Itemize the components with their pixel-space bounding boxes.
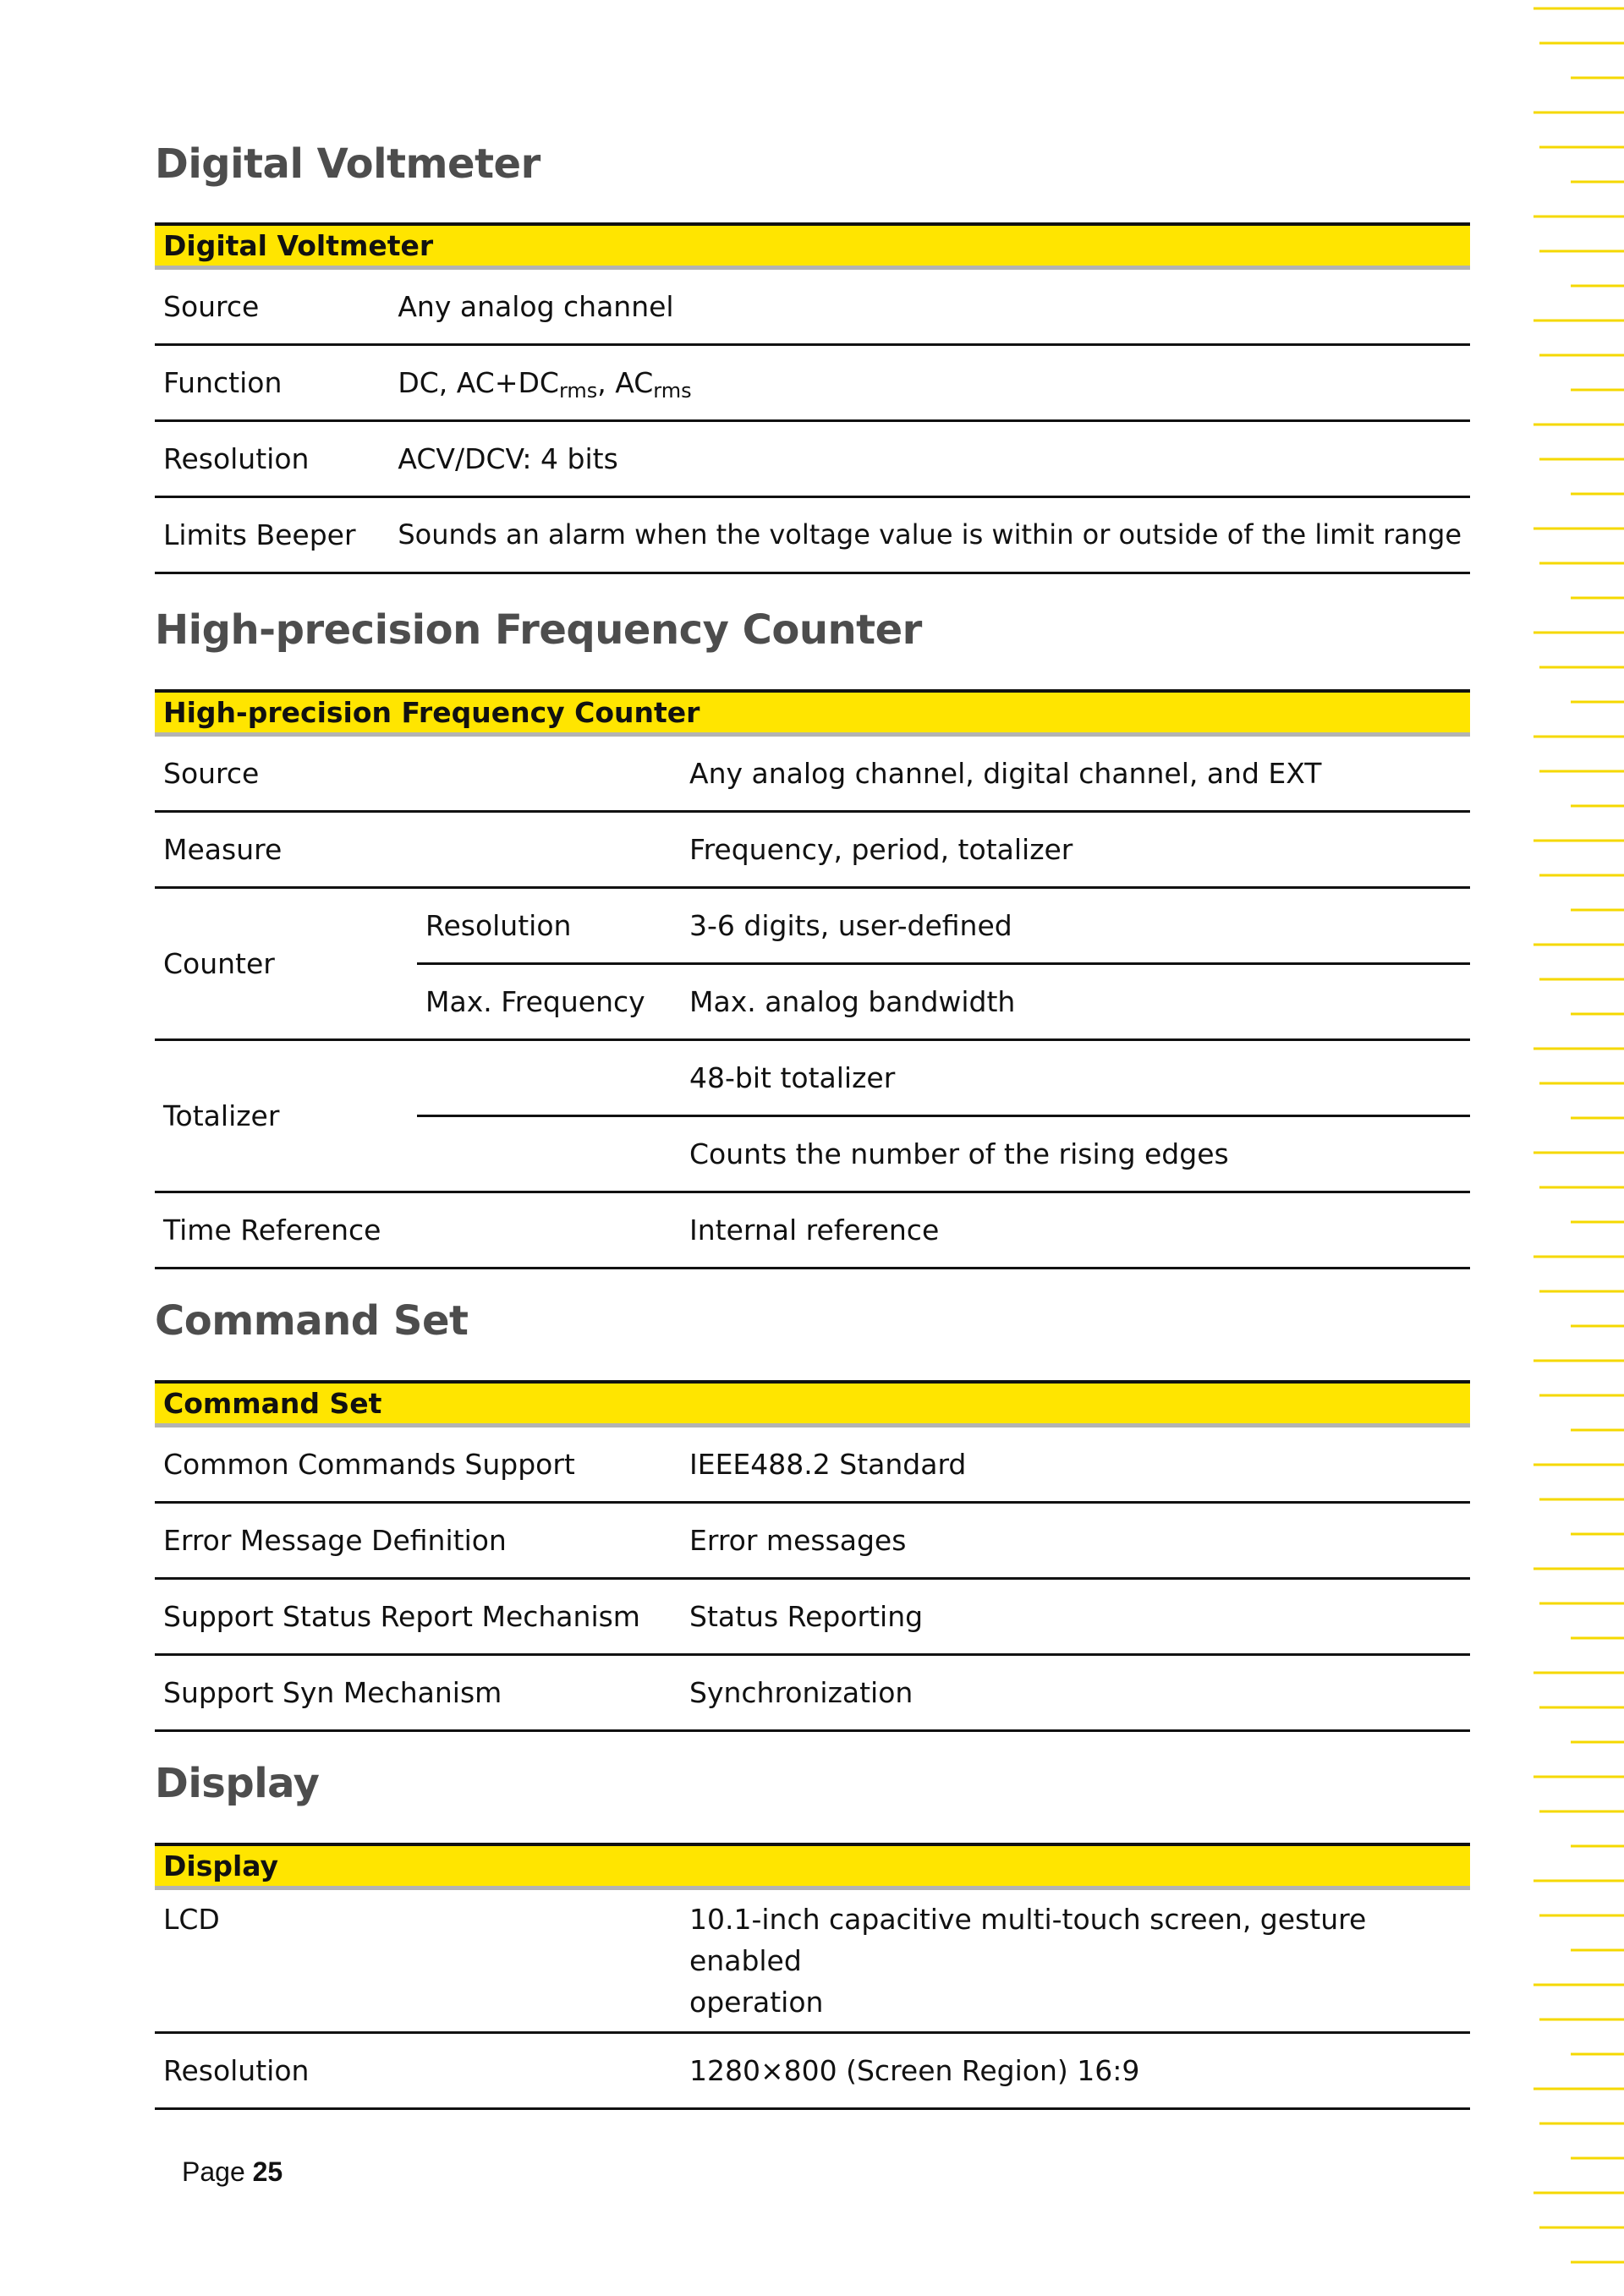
frequency-counter-table [155,689,1470,1269]
table-row [155,1503,1470,1579]
row-value: Internal reference [681,1192,1470,1269]
section-title-digital-voltmeter: Digital Voltmeter [155,140,540,188]
section-title-command-set: Command Set [155,1297,469,1345]
row-value: Synchronization [681,1655,1470,1731]
row-value: Sounds an alarm when the voltage value is within or outside of the limit range [389,497,1470,573]
page-number [182,2156,283,2188]
table-row [155,497,1470,573]
table-row [155,421,1470,497]
row-value: Any analog channel, digital channel, and EXT [681,735,1470,812]
table-header: Digital Voltmeter [155,224,1470,268]
table-header: Display [155,1844,1470,1888]
value-line: operation [689,1986,824,2019]
table-row [155,1192,1470,1269]
sub-row-label: Max. Frequency [417,964,681,1040]
table-row [155,268,1470,345]
row-value: 48-bit totalizer [681,1040,1470,1116]
row-label: Counter [155,888,417,1040]
row-label: Common Commands Support [155,1426,681,1503]
table-header: High-precision Frequency Counter [155,691,1470,735]
table-row [155,2033,1470,2109]
function-text: DC, AC+DC [398,366,559,399]
section-title-frequency-counter: High-precision Frequency Counter [155,606,922,654]
subscript: rms [653,379,692,403]
row-label: Time Reference [155,1192,681,1269]
row-value: 3-6 digits, user-defined [681,888,1470,964]
row-label: Resolution [155,421,389,497]
row-label: Function [155,345,389,421]
table-row [155,735,1470,812]
table-row [155,1579,1470,1655]
row-value: ACV/DCV: 4 bits [389,421,1470,497]
subscript: rms [558,379,598,403]
command-set-table [155,1380,1470,1732]
row-label: Limits Beeper [155,497,389,573]
table-header: Command Set [155,1382,1470,1426]
row-value: IEEE488.2 Standard [681,1426,1470,1503]
row-label: Totalizer [155,1040,417,1192]
page-number-value: 25 [252,2156,283,2187]
row-value [389,345,1470,421]
row-value: Any analog channel [389,268,1470,345]
section-title-display: Display [155,1760,320,1807]
row-value: Error messages [681,1503,1470,1579]
table-row [155,345,1470,421]
row-label: Source [155,735,681,812]
row-value [681,1888,1470,2033]
sub-row-label [417,1040,681,1116]
sub-row-label: Resolution [417,888,681,964]
table-row [155,1040,1470,1116]
display-table [155,1843,1470,2110]
row-label: Resolution [155,2033,681,2109]
value-line: 10.1-inch capacitive multi-touch screen, gesture enabled [689,1903,1367,1977]
row-label: Support Syn Mechanism [155,1655,681,1731]
row-value: Max. analog bandwidth [681,964,1470,1040]
row-value: Frequency, period, totalizer [681,812,1470,888]
decorative-margin-lines [1522,0,1624,2296]
row-label: Measure [155,812,681,888]
function-text: , AC [597,366,654,399]
row-label: Source [155,268,389,345]
table-row [155,1655,1470,1731]
digital-voltmeter-table [155,222,1470,574]
page-prefix: Page [182,2156,253,2187]
sub-row-label [417,1116,681,1192]
row-label: Support Status Report Mechanism [155,1579,681,1655]
row-label: Error Message Definition [155,1503,681,1579]
table-row [155,1426,1470,1503]
row-value: 1280×800 (Screen Region) 16:9 [681,2033,1470,2109]
table-row [155,1888,1470,2033]
row-value: Status Reporting [681,1579,1470,1655]
table-row [155,812,1470,888]
table-row [155,888,1470,964]
row-label: LCD [155,1888,681,2033]
row-value: Counts the number of the rising edges [681,1116,1470,1192]
